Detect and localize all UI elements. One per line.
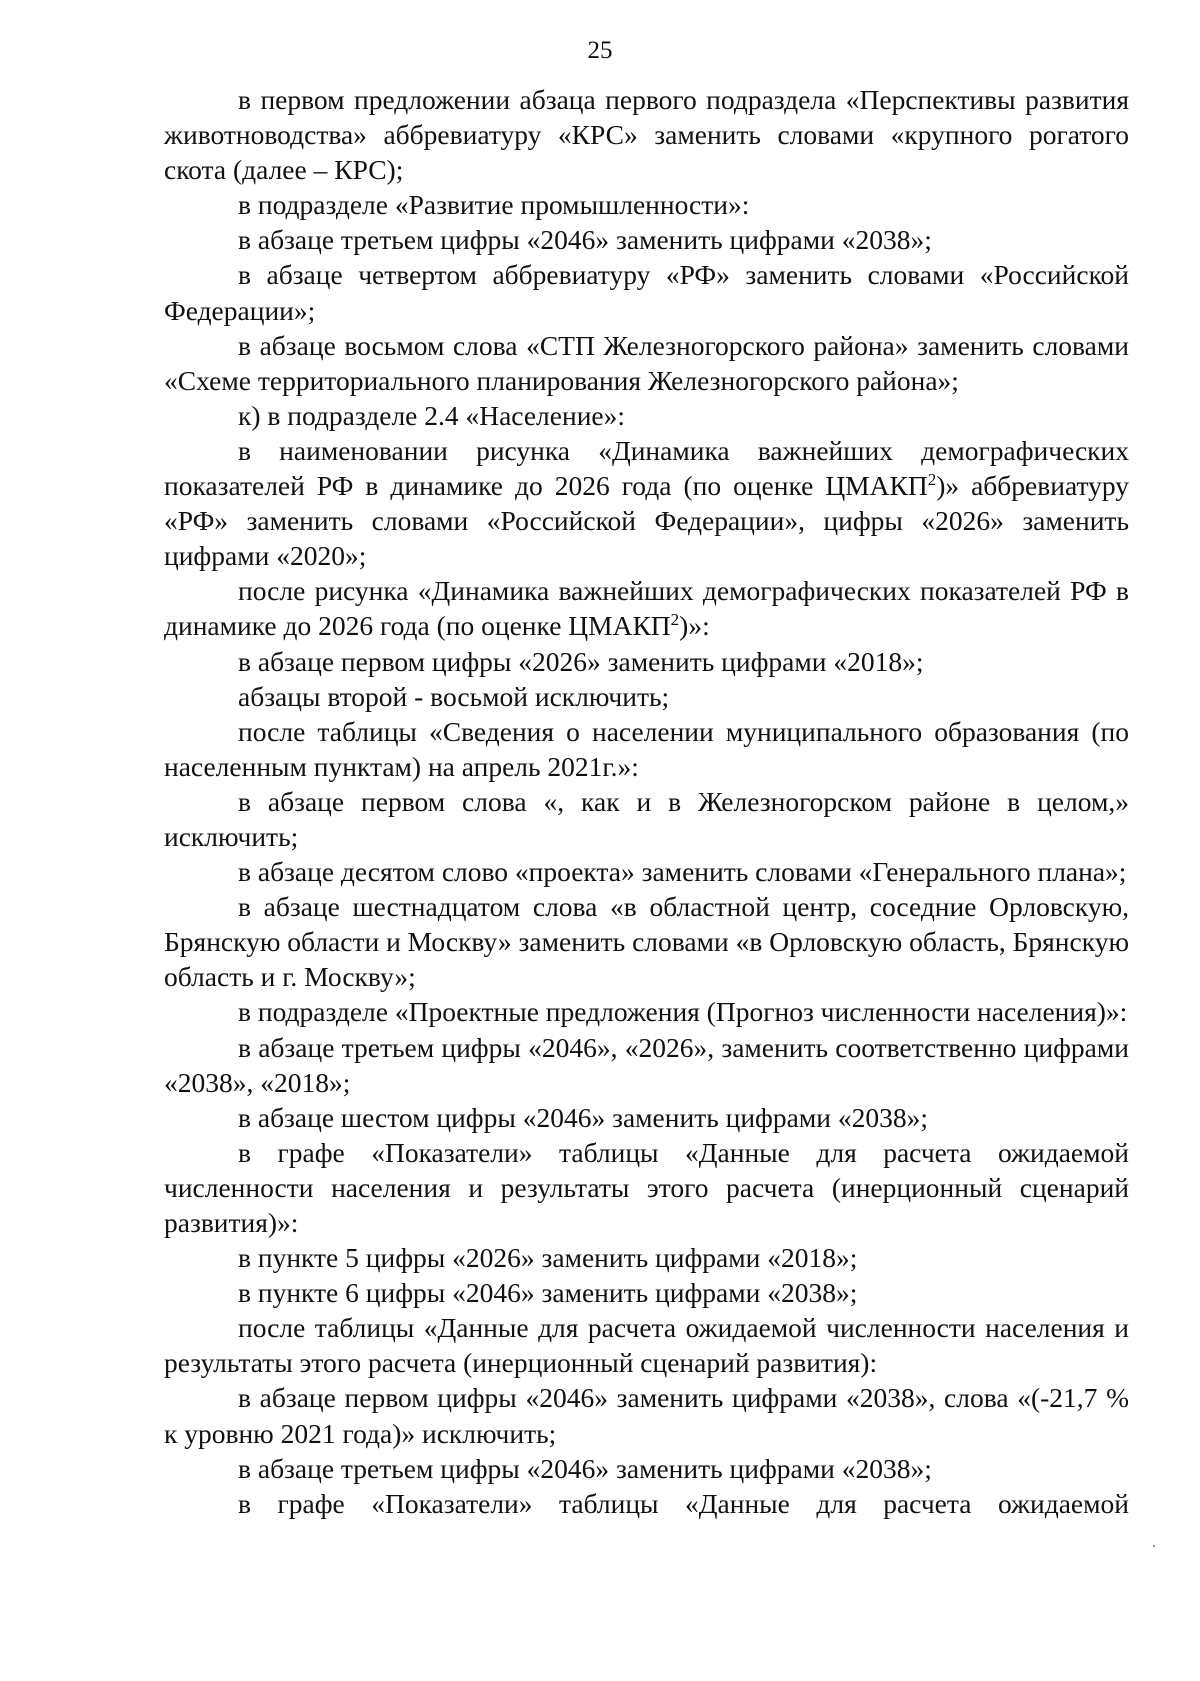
- paragraph-8: [164, 573, 1129, 643]
- paragraph-7-text-b: )» аббревиатуру «РФ» заменить словами «Российской Федерации», цифры «2026» заменить цифрами «2020»;: [164, 470, 1129, 572]
- paragraph-5: в абзаце восьмом слова «СТП Железногорского района» заменить словами «Схеме территориального планирования Железногорского района»;: [164, 329, 1129, 396]
- paragraph-6: к) в подразделе 2.4 «Население»:: [238, 399, 626, 431]
- paragraph-7-text-a: в наименовании рисунка «Динамика важнейших демографических показателей РФ в динамике до 2026 года (по оценке ЦМАКП: [164, 434, 1129, 502]
- document-body: [164, 82, 1129, 1521]
- paragraph-8-text-b: )»:: [679, 610, 710, 642]
- paragraph-4: в абзаце четвертом аббревиатуру «РФ» заменить словами «Российской Федерации»;: [164, 259, 1129, 326]
- paragraph-19: в пункте 5 цифры «2026» заменить цифрами «2018»;: [238, 1242, 858, 1274]
- paragraph-2: в подразделе «Развитие промышленности»:: [238, 189, 750, 221]
- paragraph-20: в пункте 6 цифры «2046» заменить цифрами «2038»;: [238, 1277, 858, 1309]
- paragraph-24: в графе «Показатели» таблицы «Данные для расчета ожидаемой: [238, 1487, 1129, 1519]
- paragraph-12: в абзаце первом слова «, как и в Железногорском районе в целом,» исключить;: [164, 785, 1129, 852]
- paragraph-3: в абзаце третьем цифры «2046» заменить цифрами «2038»;: [238, 224, 932, 256]
- paragraph-13: в абзаце десятом слово «проекта» заменить словами «Генерального плана»;: [238, 856, 1127, 888]
- footnote-reference: 2: [670, 610, 680, 630]
- paragraph-10: абзацы второй - восьмой исключить;: [238, 680, 670, 712]
- paragraph-17: в абзаце шестом цифры «2046» заменить цифрами «2038»;: [238, 1101, 928, 1133]
- paragraph-18: в графе «Показатели» таблицы «Данные для расчета ожидаемой численности населения и результаты этого расчета (инерционный сценарий развития)»:: [164, 1136, 1129, 1238]
- paragraph-22: в абзаце первом цифры «2046» заменить цифрами «2038», слова «(-21,7 % к уровню 2021 года)» исключить;: [164, 1382, 1129, 1449]
- paragraph-16: в абзаце третьем цифры «2046», «2026», заменить соответственно цифрами «2038», «2018»;: [164, 1031, 1129, 1098]
- paragraph-9: в абзаце первом цифры «2026» заменить цифрами «2018»;: [238, 645, 924, 677]
- paragraph-1: в первом предложении абзаца первого подраздела «Перспективы развития животноводства» аббревиатуру «КРС» заменить словами «крупного рогатого скота (далее – КРС);: [164, 84, 1129, 186]
- paragraph-8-text-a: после рисунка «Динамика важнейших демографических показателей РФ в динамике до 2026 года (по оценке ЦМАКП: [164, 575, 1129, 642]
- paragraph-15: в подразделе «Проектные предложения (Прогноз численности населения)»:: [238, 996, 1128, 1028]
- footnote-reference: 2: [927, 470, 937, 490]
- paragraph-21: после таблицы «Данные для расчета ожидаемой численности населения и результаты этого расчета (инерционный сценарий развития):: [164, 1312, 1129, 1379]
- paragraph-7: [164, 433, 1129, 573]
- page-number: 25: [587, 37, 613, 64]
- scan-speck: [1153, 1545, 1155, 1547]
- paragraph-23: в абзаце третьем цифры «2046» заменить цифрами «2038»;: [238, 1452, 932, 1484]
- paragraph-11: после таблицы «Сведения о населении муниципального образования (по населенным пунктам) на апрель 2021г.»:: [164, 715, 1129, 782]
- paragraph-14: в абзаце шестнадцатом слова «в областной центр, соседние Орловскую, Брянскую области и Москву» заменить словами «в Орловскую область, Брянскую область и г. Москву»;: [164, 891, 1129, 993]
